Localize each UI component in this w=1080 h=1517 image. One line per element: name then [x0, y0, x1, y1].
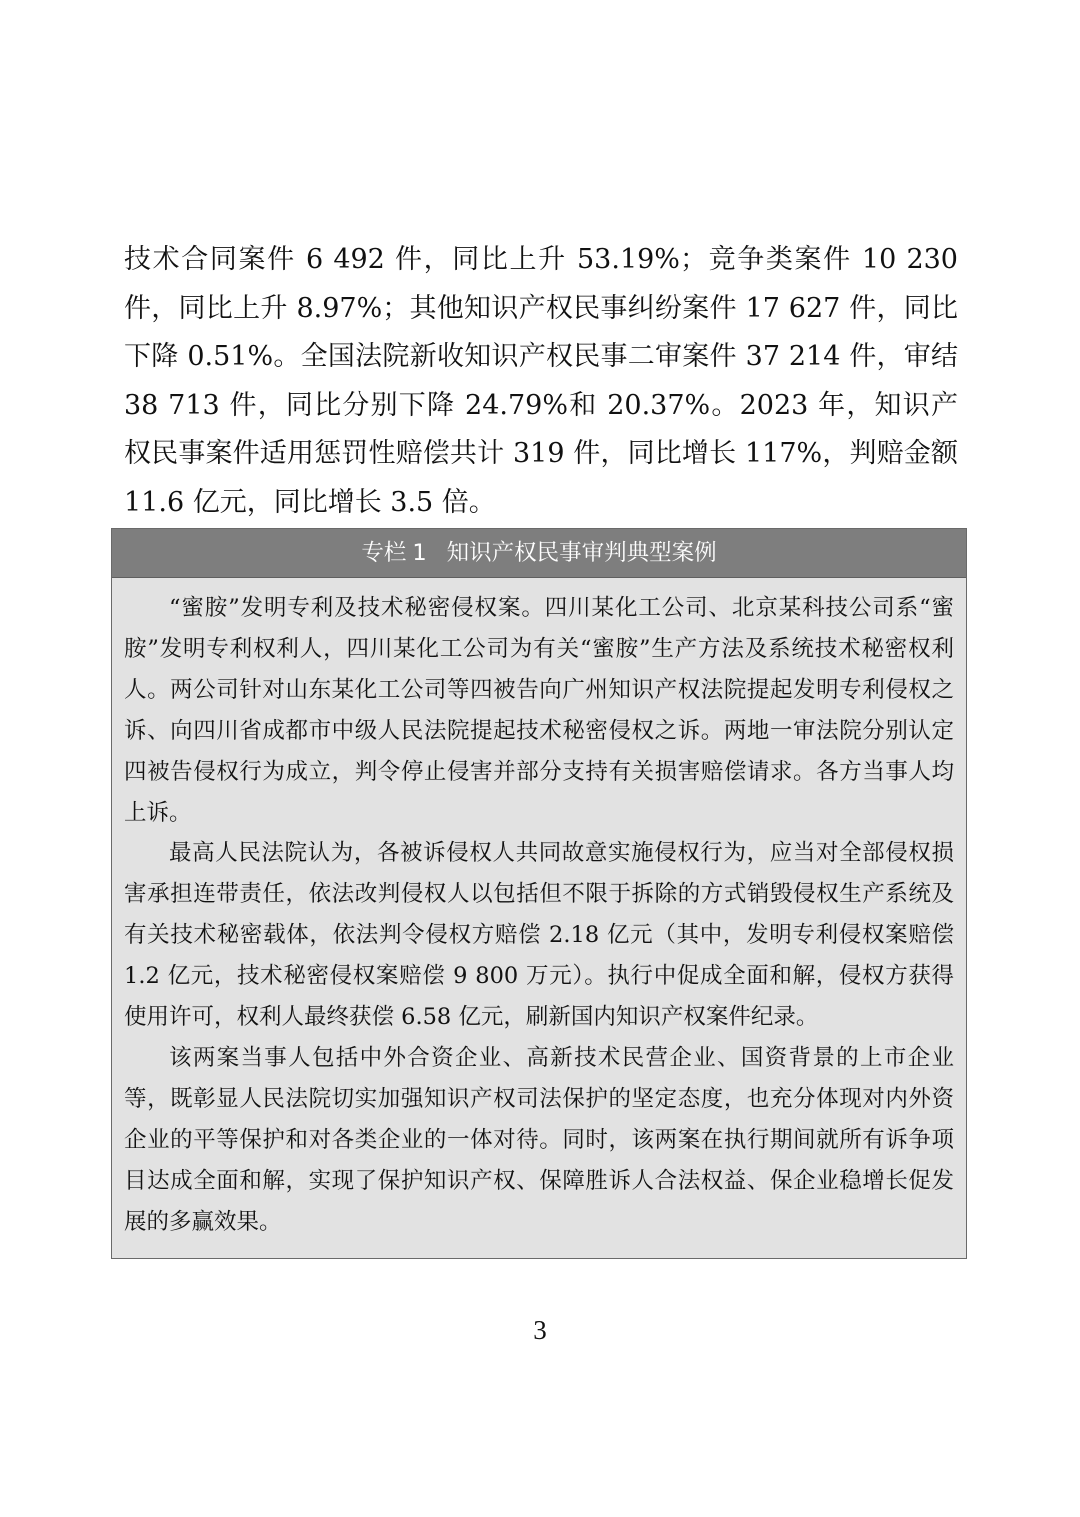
- case-sidebar-box: [111, 528, 967, 1259]
- body-paragraph: 技术合同案件 6 492 件，同比上升 53.19%；竞争类案件 10 230 件，同比上升 8.97%；其他知识产权民事纠纷案件 17 627 件，同比下降 0.51%。全国法院新收知识产权民事二审案件 37 214 件，审结 38 713 件，同比分别下降 24.79%和 20.37%。2023 年，知识产权民事案件适用惩罚性赔偿共计 319 件，同比增长 117%，判赔金额 11.6 亿元，同比增长 3.5 倍。: [124, 244, 958, 518]
- sidebar-body: [112, 578, 966, 1243]
- sidebar-paragraph: 最高人民法院认为，各被诉侵权人共同故意实施侵权行为，应当对全部侵权损害承担连带责任，依法改判侵权人以包括但不限于拆除的方式销毁侵权生产系统及有关技术秘密载体，依法判令侵权方赔偿 2.18 亿元（其中，发明专利侵权案赔偿 1.2 亿元，技术秘密侵权案赔偿 9 800 万元）。执行中促成全面和解，侵权方获得使用许可，权利人最终获偿 6.58 亿元，刷新国内知识产权案件纪录。: [124, 840, 954, 1031]
- sidebar-title-number: 1: [412, 540, 427, 566]
- sidebar-title-text: 知识产权民事审判典型案例: [446, 540, 717, 566]
- sidebar-paragraph: “蜜胺”发明专利及技术秘密侵权案。四川某化工公司、北京某科技公司系“蜜胺”发明专利权利人，四川某化工公司为有关“蜜胺”生产方法及系统技术秘密权利人。两公司针对山东某化工公司等四被告向广州知识产权法院提起发明专利侵权之诉、向四川省成都市中级人民法院提起技术秘密侵权之诉。两地一审法院分别认定四被告侵权行为成立，判令停止侵害并部分支持有关损害赔偿请求。各方当事人均上诉。: [124, 595, 954, 826]
- sidebar-paragraph: 该两案当事人包括中外合资企业、高新技术民营企业、国资背景的上市企业等，既彰显人民法院切实加强知识产权司法保护的坚定态度，也充分体现对内外资企业的平等保护和对各类企业的一体对待。同时，该两案在执行期间就所有诉争项目达成全面和解，实现了保护知识产权、保障胜诉人合法权益、保企业稳增长促发展的多赢效果。: [124, 1044, 954, 1235]
- sidebar-title: [112, 529, 966, 578]
- sidebar-title-prefix: 专栏: [361, 540, 407, 566]
- page-number: 3: [533, 1315, 547, 1345]
